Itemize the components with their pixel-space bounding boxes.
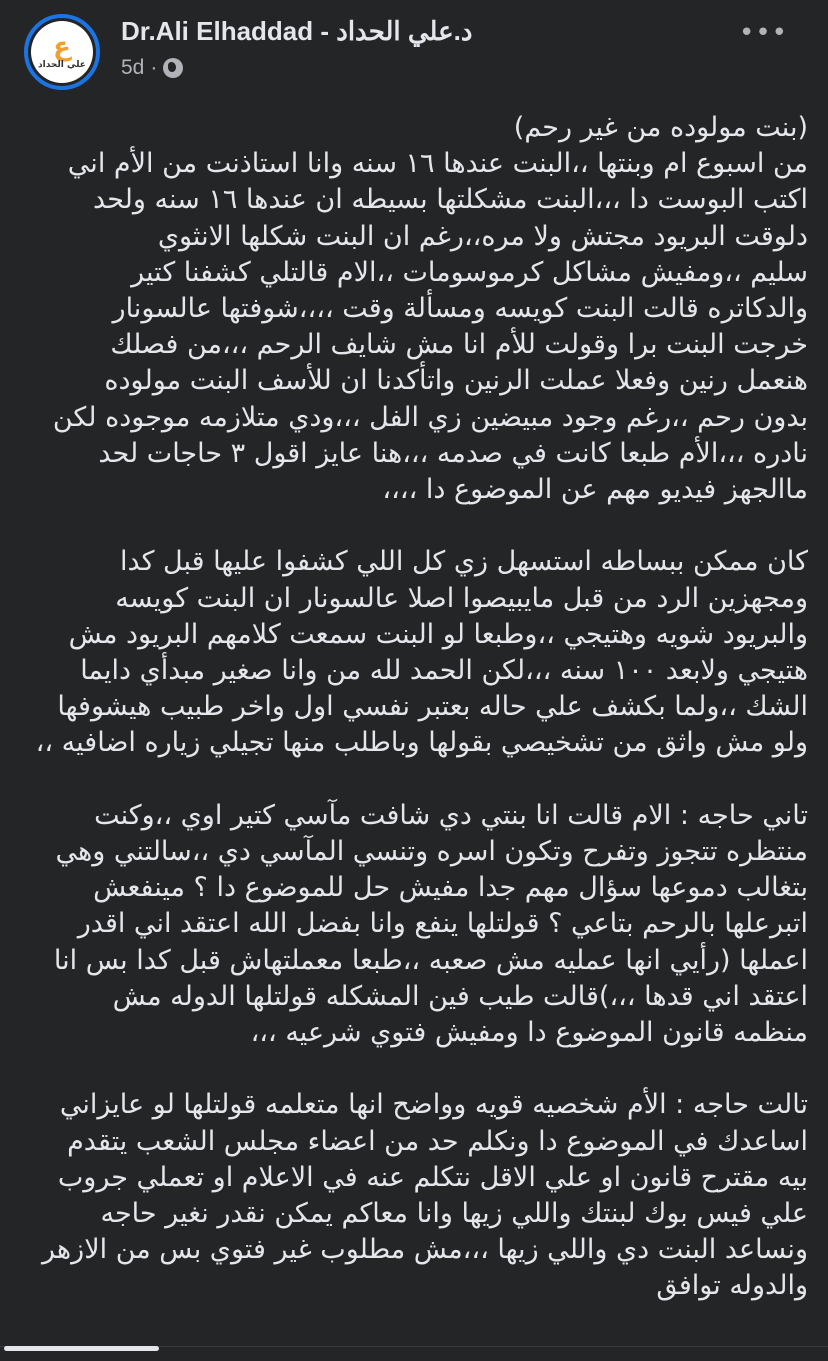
post-text-line: تاني حاجه : الام قالت انا بنتي دي شافت مآسي كتير اوي ،،وكنت (94, 799, 808, 831)
post-text-line: اعتقد اني قدها ،،،)قالت طيب فين المشكله قولتلها الدوله مش (112, 980, 808, 1012)
avatar[interactable] (24, 14, 100, 90)
post-text-line: خرجت البنت برا وقولت للأم انا مش شايف الرحم ،،،من فصلك (110, 329, 808, 361)
post-paragraph (8, 544, 808, 761)
post-paragraph (8, 1087, 808, 1304)
post-text-line: نادره ،،،الأم طبعا كانت في صدمه ،،،هنا عايز اقول ٣ حاجات لحد (98, 437, 808, 469)
post-body (8, 110, 808, 1341)
post-text-line: منتظره تتجوز وتفرح وتكون اسره وتنسي المآسي دي ،،سالتني وهي (55, 836, 808, 868)
post-text-line: بدون رحم ،،رغم وجود مبيضين زي الفل ،،،ودي متلازمه موجوده لكن (52, 401, 808, 433)
post-text-line: الشك ،،ولما بكشف علي حاله بعتبر نفسي اول واخر طبيب هيشوفها (57, 691, 808, 723)
more-horizontal-icon: ••• (738, 18, 788, 48)
post-text-line: هتيجي ولابعد ١٠٠ سنه ،،،لكن الحمد لله من وانا صغير مبدأي دايما (80, 655, 808, 687)
post-paragraph (8, 110, 808, 508)
post-text-line: ومجهزين الرد من قبل مايبيصوا اصلا عالسونار ان البنت كويسه (115, 582, 808, 614)
post-paragraph (8, 798, 808, 1051)
post-text-line: من اسبوع ام وبنتها ،،البنت عندها ١٦ سنه وانا استاذنت من الأم اني (67, 148, 808, 180)
globe-icon (163, 58, 183, 78)
post-text-line: اكتب البوست دا ،،،البنت مشكلتها بسيطه ان عندها ١٦ سنه ولحد (93, 184, 808, 216)
post-text-line: علي فيس بوك لبنتك واللي زيها وانا معاكم يمكن نقدر نغير حاجه (100, 1198, 808, 1230)
logo-text: علي الحداد (38, 60, 86, 70)
post-text-line: سليم ،،ومفيش مشاكل كرموسومات ،،الام قالتلي كشفنا كتير (131, 256, 808, 288)
post-text-line: والدكاتره قالت البنت كويسه ومسألة وقت ،،،،شوفتها عالسونار (112, 293, 808, 325)
more-options-button[interactable] (739, 18, 788, 48)
post-text-line: ونساعد البنت دي واللي زيها ،،،مش مطلوب غير فتوي بس من الازهر (42, 1234, 808, 1266)
separator: · (150, 56, 158, 79)
post-text-line: والبريود شويه وهتيجي ،،وطبعا لو البنت سمعت كلامهم البريود مش (68, 618, 808, 650)
post-text-line: اساعدك في الموضوع دا ونكلم حد من اعضاء مجلس الشعب يتقدم (67, 1125, 808, 1157)
logo-mark: ع (53, 32, 71, 62)
scroll-indicator[interactable] (4, 1346, 159, 1351)
post-text-line: تالت حاجه : الأم شخصيه قويه وواضح انها متعلمه قولتلها لو عايزاني (59, 1089, 808, 1121)
post-text-line: دلوقت البريود مجتش ولا مره،،رغم ان البنت شكلها الانثوي (157, 220, 808, 252)
author-name[interactable]: Dr.Ali Elhaddad - د.علي الحداد (121, 16, 473, 46)
post-text-line: ولو مش واثق من تشخيصي بقولها وباطلب منها تجيلي زياره اضافيه ،، (35, 727, 808, 759)
post-header (0, 0, 828, 100)
post-text-line: والدوله توافق (656, 1270, 808, 1302)
post-text-line: هنعمل رنين وفعلا عملت الرنين واتأكدنا ان للأسف البنت مولوده (104, 365, 808, 397)
post-text-line: كان ممكن ببساطه استسهل زي كل اللي كشفوا عليها قبل كدا (119, 546, 808, 578)
post-text-line: بيه مقترح قانون او علي الاقل نتكلم عنه في الاعلام او تعملي جروب (57, 1161, 808, 1193)
post-text-line: بتغالب دموعها سؤال مهم جدا مفيش حل للموضوع دا ؟ مينفعش (93, 872, 808, 904)
post-text-line: منظمه قانون الموضوع دا ومفيش فتوي شرعيه ،،، (250, 1017, 808, 1049)
post-text-line: (بنت مولوده من غير رحم) (513, 112, 808, 143)
post-text-line: ماالجهز فيديو مهم عن الموضوع دا ،،،، (382, 474, 808, 506)
post-meta (121, 56, 183, 80)
timestamp[interactable]: 5d (121, 56, 145, 79)
page-logo (31, 21, 93, 83)
post-text-line: اتبرعلها بالرحم بتاعي ؟ قولتلها ينفع وانا بفضل الله اعتقد اني اقدر (77, 908, 808, 940)
post-text-line: اعملها (رأيي انها عمليه مش صعبه ،،طبعا معملتهاش قبل كدا بس انا (53, 944, 808, 976)
